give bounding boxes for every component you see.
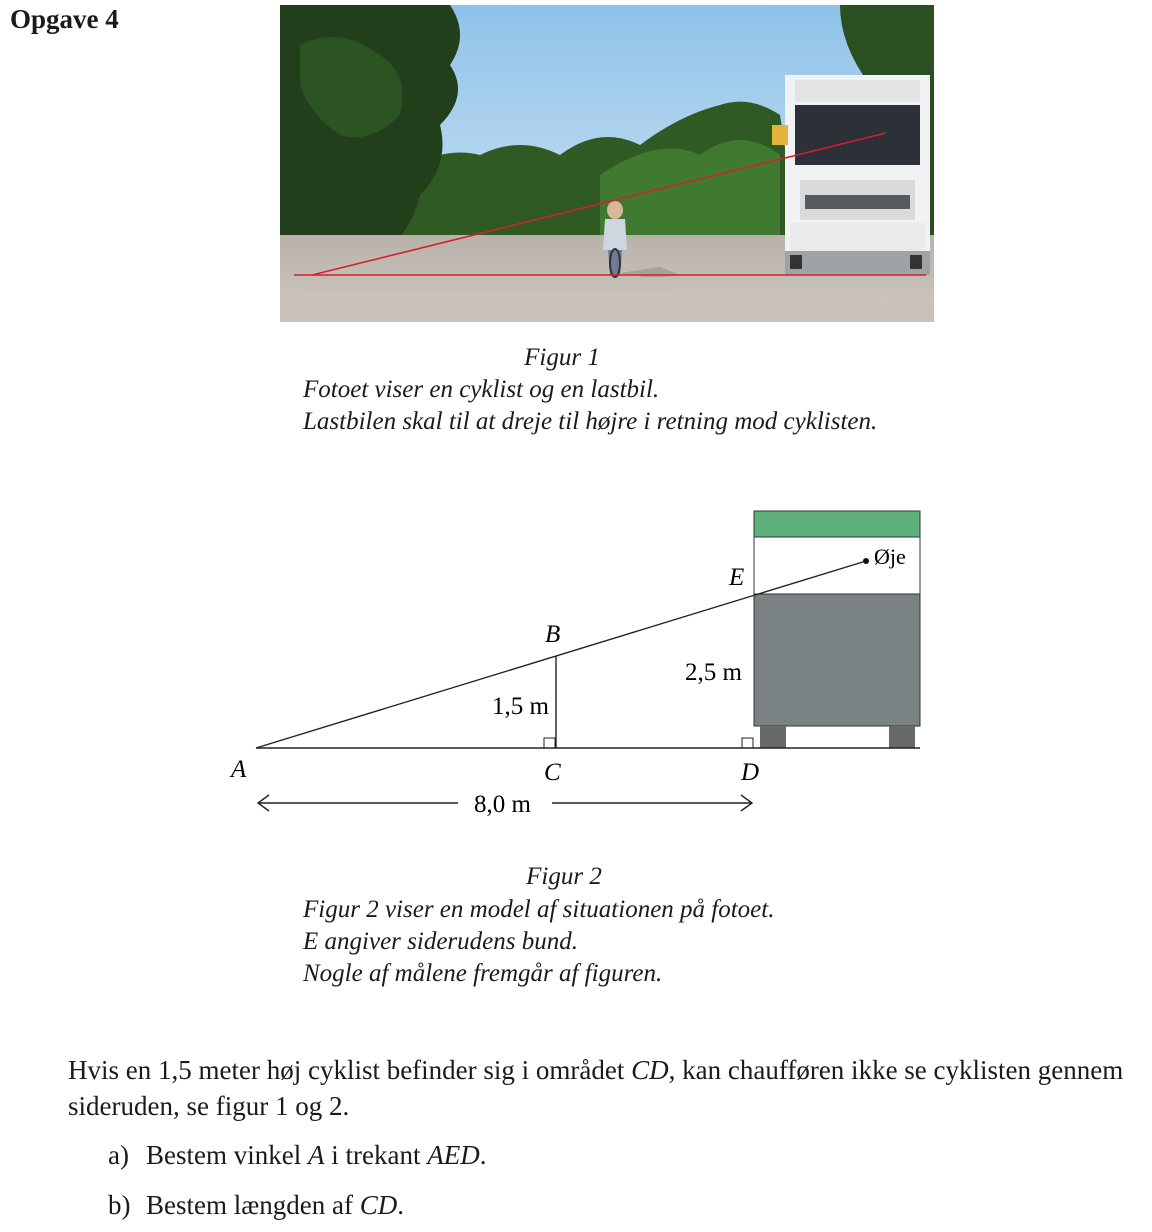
photo-cyclist-truck bbox=[280, 5, 934, 322]
figure1-caption-line: Fotoet viser en cyklist og en lastbil. bbox=[303, 376, 660, 403]
question-math: AED bbox=[427, 1140, 480, 1170]
figure2-caption-line: E angiver siderudens bund. bbox=[303, 928, 578, 955]
length-ad: 8,0 m bbox=[474, 791, 531, 818]
task-title: Opgave 4 bbox=[10, 4, 119, 34]
figure1-caption bbox=[303, 374, 877, 438]
question-text: . bbox=[397, 1190, 404, 1220]
truck-roof bbox=[754, 511, 920, 537]
question-a bbox=[108, 1140, 486, 1171]
question-label: a) bbox=[108, 1140, 129, 1170]
right-angle-c bbox=[544, 738, 555, 748]
point-label-a: A bbox=[231, 756, 247, 783]
question-math: A bbox=[307, 1140, 325, 1170]
truck-wheel bbox=[889, 726, 915, 748]
figure1-title: Figur 1 bbox=[524, 344, 600, 371]
length-bc: 1,5 m bbox=[492, 693, 549, 720]
point-label-d: D bbox=[741, 759, 760, 786]
problem-text bbox=[68, 1052, 1148, 1124]
point-label-c: C bbox=[544, 759, 561, 786]
figure2-diagram bbox=[0, 490, 1152, 830]
question-text: Bestem længden af bbox=[146, 1190, 360, 1220]
question-text: i trekant bbox=[324, 1140, 428, 1170]
question-text: Bestem vinkel bbox=[146, 1140, 308, 1170]
right-angle-d bbox=[742, 738, 753, 748]
figure1-caption-line: Lastbilen skal til at dreje til højre i retning mod cyklisten. bbox=[303, 408, 878, 435]
figure2-caption-line: Nogle af målene fremgår af figuren. bbox=[303, 960, 663, 987]
length-de: 2,5 m bbox=[685, 659, 742, 686]
truck-wheel bbox=[760, 726, 786, 748]
eye-label: Øje bbox=[874, 544, 906, 569]
truck-body bbox=[754, 594, 920, 726]
problem-text-part: , kan chaufføren ikke se cyklisten gennem sideruden, se figur 1 og 2. bbox=[68, 1055, 1124, 1121]
question-label: b) bbox=[108, 1190, 131, 1220]
problem-text-part: Hvis en 1,5 meter høj cyklist befinder sig i området bbox=[68, 1055, 632, 1085]
figure2-caption-line: Figur 2 viser en model af situationen på fotoet. bbox=[303, 896, 775, 923]
point-label-b: B bbox=[545, 621, 561, 648]
question-b bbox=[108, 1190, 404, 1221]
figure2-caption bbox=[303, 894, 774, 990]
question-math: CD bbox=[359, 1190, 398, 1220]
point-label-e: E bbox=[729, 564, 745, 591]
problem-text-segment: CD bbox=[631, 1055, 669, 1085]
eye-point bbox=[863, 558, 869, 564]
question-text: . bbox=[479, 1140, 487, 1170]
figure2-title: Figur 2 bbox=[526, 863, 602, 890]
